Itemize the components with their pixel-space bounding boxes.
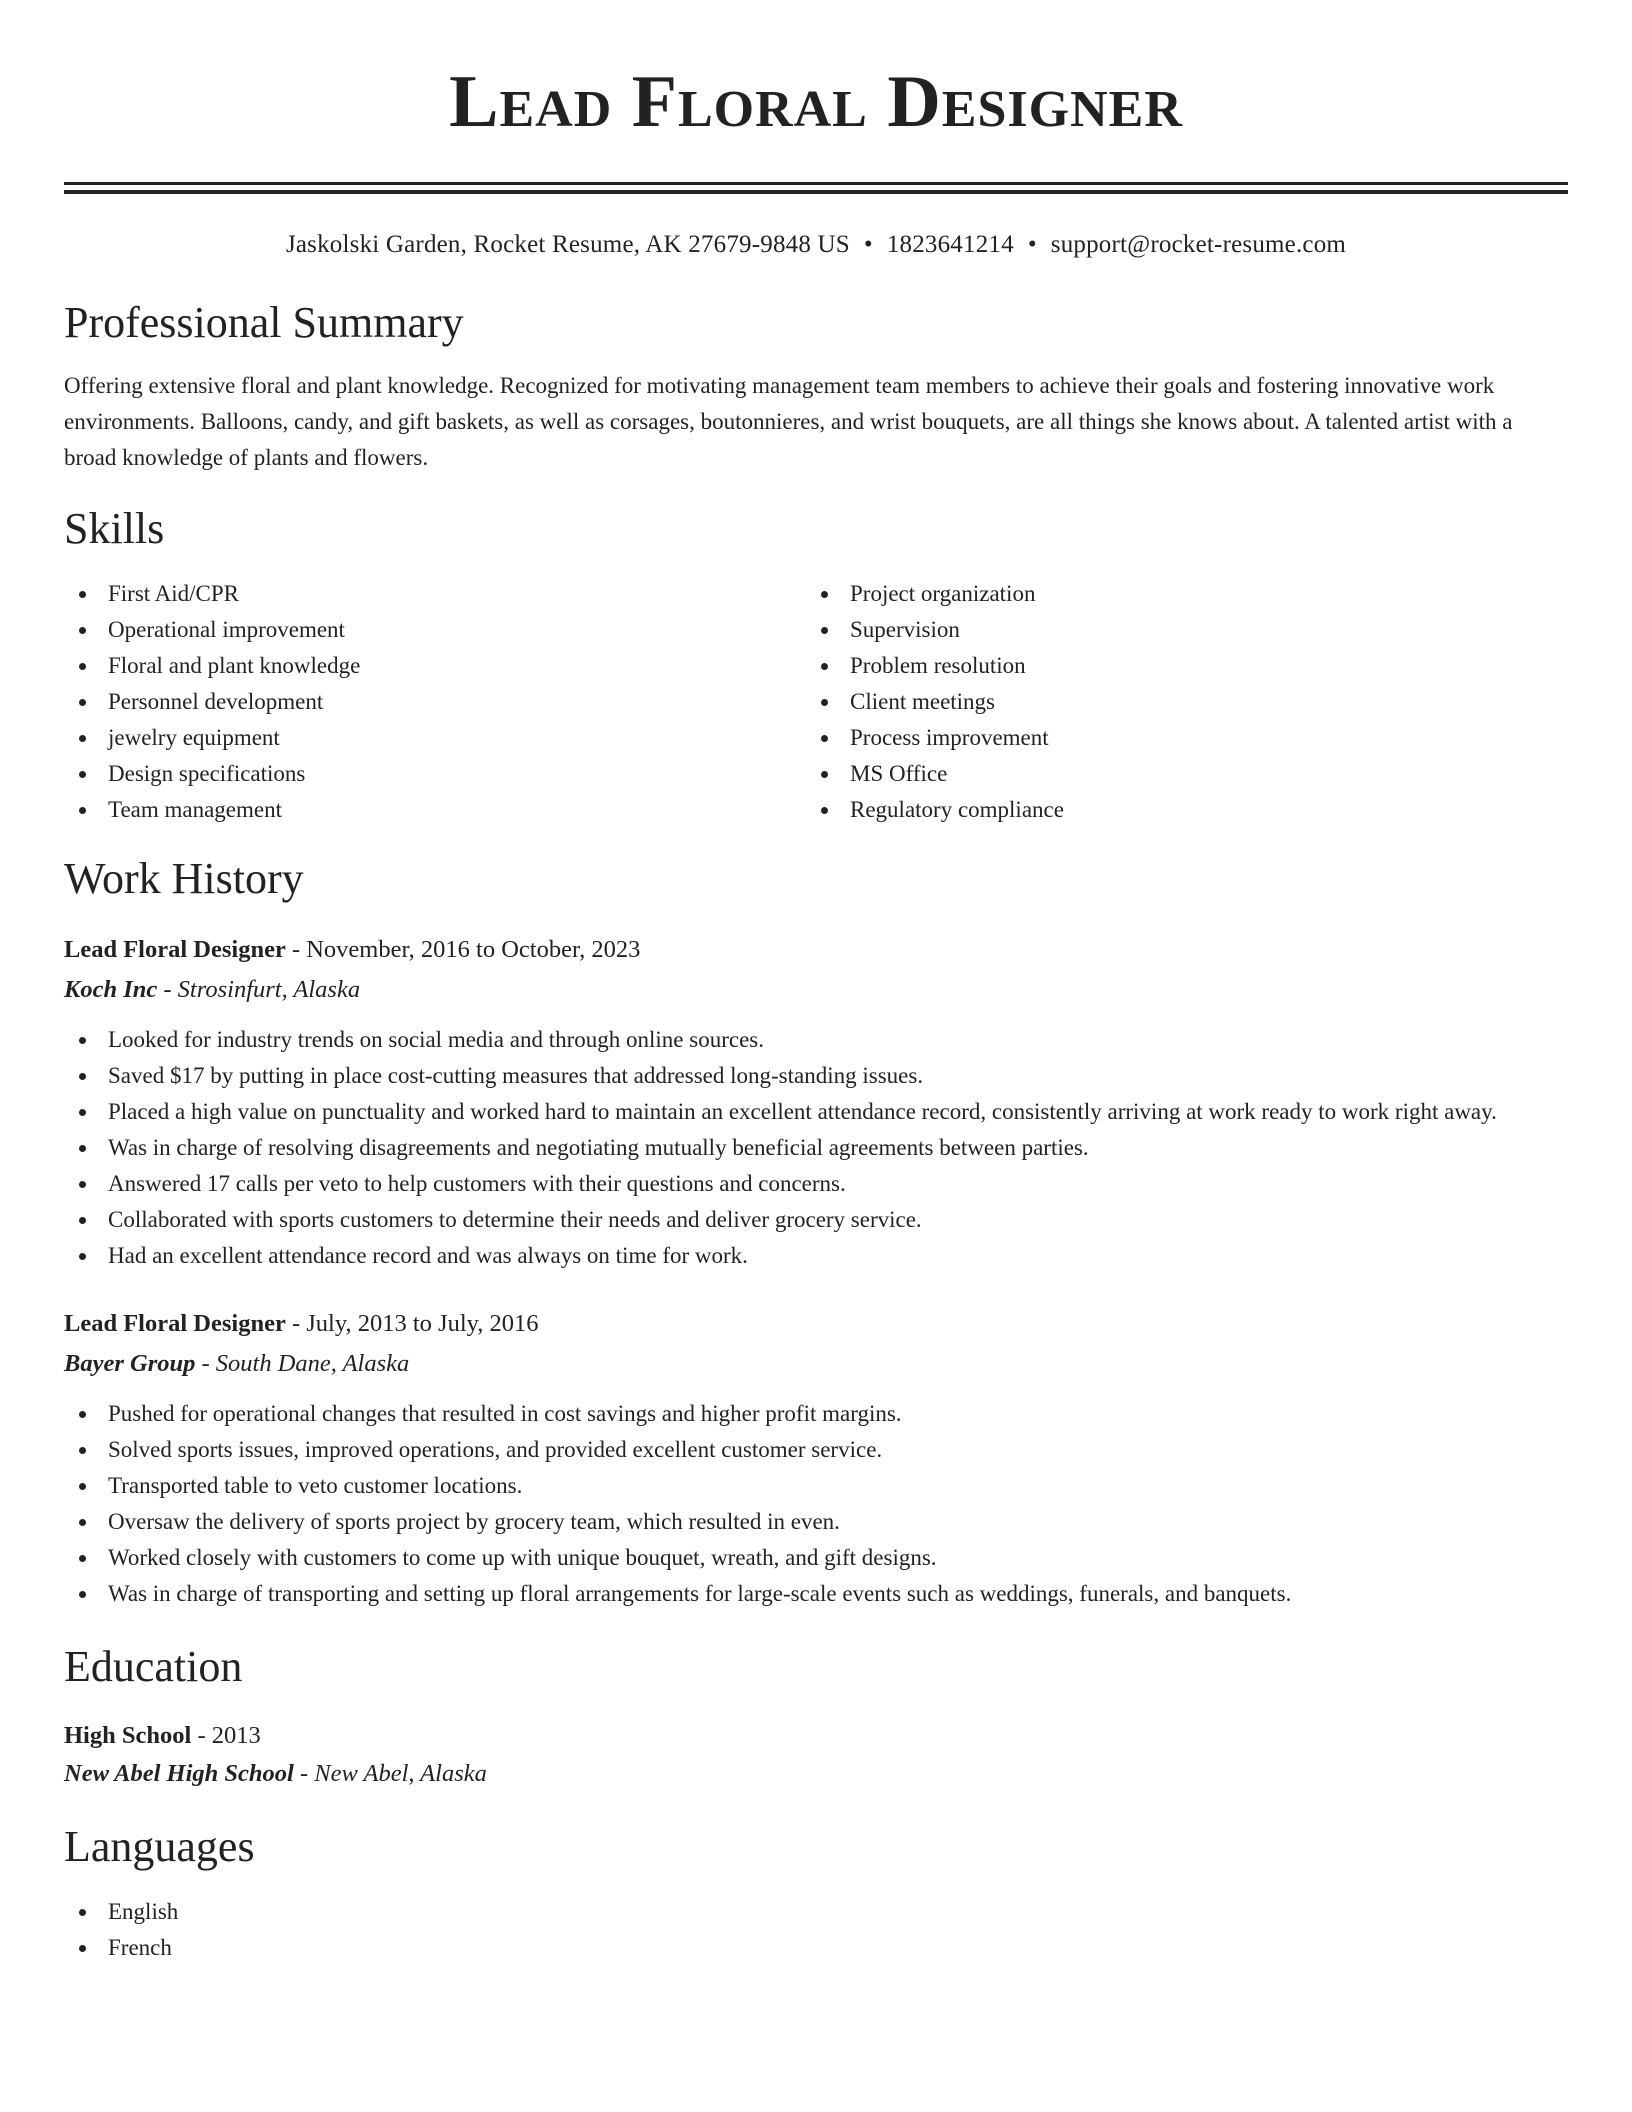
education-year: - 2013 (191, 1722, 261, 1749)
work-history-heading: Work History (64, 854, 304, 903)
job-dates: - July, 2013 to July, 2016 (285, 1310, 539, 1337)
job-title: Lead Floral Designer (64, 1310, 286, 1337)
job-bullet: Had an excellent attendance record and was always on time for work. (64, 1238, 1568, 1274)
skill-item: Supervision (806, 612, 1548, 648)
job-entry (64, 1306, 1568, 1612)
skill-item: Operational improvement (64, 612, 806, 648)
job-title-line (64, 1306, 1568, 1342)
education-degree: High School (64, 1722, 192, 1749)
skill-item: Personnel development (64, 684, 806, 720)
job-company-line (64, 972, 1568, 1008)
skill-item: First Aid/CPR (64, 576, 806, 612)
job-bullet: Looked for industry trends on social media and through online sources. (64, 1022, 1568, 1058)
languages-list (64, 1894, 1568, 1966)
contact-phone: 1823641214 (886, 231, 1014, 258)
job-dates: - November, 2016 to October, 2023 (285, 936, 641, 963)
skills-right-list (806, 576, 1548, 828)
skill-item: Design specifications (64, 756, 806, 792)
education-school-line (64, 1756, 1568, 1792)
job-bullet: Collaborated with sports customers to determine their needs and deliver grocery service. (64, 1202, 1568, 1238)
job-location: - Strosinfurt, Alaska (157, 976, 361, 1003)
skill-item: Process improvement (806, 720, 1548, 756)
education-heading: Education (64, 1642, 243, 1691)
job-company: Bayer Group (64, 1350, 196, 1377)
title-divider (64, 182, 1568, 194)
education-degree-line (64, 1718, 1568, 1754)
job-company: Koch Inc (64, 976, 158, 1003)
education-school: New Abel High School (64, 1760, 294, 1787)
job-title: Lead Floral Designer (64, 936, 286, 963)
contact-email: support@rocket-resume.com (1050, 231, 1347, 258)
summary-heading: Professional Summary (64, 298, 464, 347)
contact-separator: • (1027, 231, 1037, 258)
skill-item: Problem resolution (806, 648, 1548, 684)
job-title-line (64, 932, 1568, 968)
language-item: French (64, 1930, 1568, 1966)
summary-text: Offering extensive floral and plant knowledge. Recognized for motivating management team members to achieve their goals and fostering innovative work environments. Balloons, candy, and gift baskets, as well as corsages, boutonnieres, and wrist bouquets, are all things she knows about. A talented artist with a broad knowledge of plants and flowers. (64, 373, 1513, 470)
job-bullets (64, 1396, 1568, 1612)
contact-separator: • (863, 231, 873, 258)
contact-address: Jaskolski Garden, Rocket Resume, AK 27679-9848 US (285, 231, 850, 258)
job-bullet: Was in charge of resolving disagreements and negotiating mutually beneficial agreements between parties. (64, 1130, 1568, 1166)
contact-line (64, 230, 1568, 260)
resume-title: Lead Floral Designer (449, 61, 1183, 143)
skill-item: Floral and plant knowledge (64, 648, 806, 684)
job-bullet: Transported table to veto customer locations. (64, 1468, 1568, 1504)
languages-heading: Languages (64, 1822, 255, 1871)
job-bullet: Was in charge of transporting and setting up floral arrangements for large-scale events such as weddings, funerals, and banquets. (64, 1576, 1568, 1612)
job-bullet: Solved sports issues, improved operations, and provided excellent customer service. (64, 1432, 1568, 1468)
language-item: English (64, 1894, 1568, 1930)
skill-item: MS Office (806, 756, 1548, 792)
job-bullet: Pushed for operational changes that resulted in cost savings and higher profit margins. (64, 1396, 1568, 1432)
job-bullet: Worked closely with customers to come up with unique bouquet, wreath, and gift designs. (64, 1540, 1568, 1576)
job-bullets (64, 1022, 1568, 1274)
skills-columns (64, 576, 1568, 828)
job-bullet: Saved $17 by putting in place cost-cutting measures that addressed long-standing issues. (64, 1058, 1568, 1094)
skills-left-list (64, 576, 806, 828)
skills-heading: Skills (64, 504, 165, 553)
education-location: - New Abel, Alaska (293, 1760, 487, 1787)
skill-item: Project organization (806, 576, 1548, 612)
job-bullet: Answered 17 calls per veto to help customers with their questions and concerns. (64, 1166, 1568, 1202)
job-company-line (64, 1346, 1568, 1382)
skill-item: Client meetings (806, 684, 1548, 720)
job-entry (64, 932, 1568, 1274)
job-bullet: Oversaw the delivery of sports project by grocery team, which resulted in even. (64, 1504, 1568, 1540)
skill-item: Regulatory compliance (806, 792, 1548, 828)
job-location: - South Dane, Alaska (195, 1350, 410, 1377)
skill-item: jewelry equipment (64, 720, 806, 756)
skill-item: Team management (64, 792, 806, 828)
job-bullet: Placed a high value on punctuality and worked hard to maintain an excellent attendance record, consistently arriving at work ready to work right away. (64, 1094, 1568, 1130)
